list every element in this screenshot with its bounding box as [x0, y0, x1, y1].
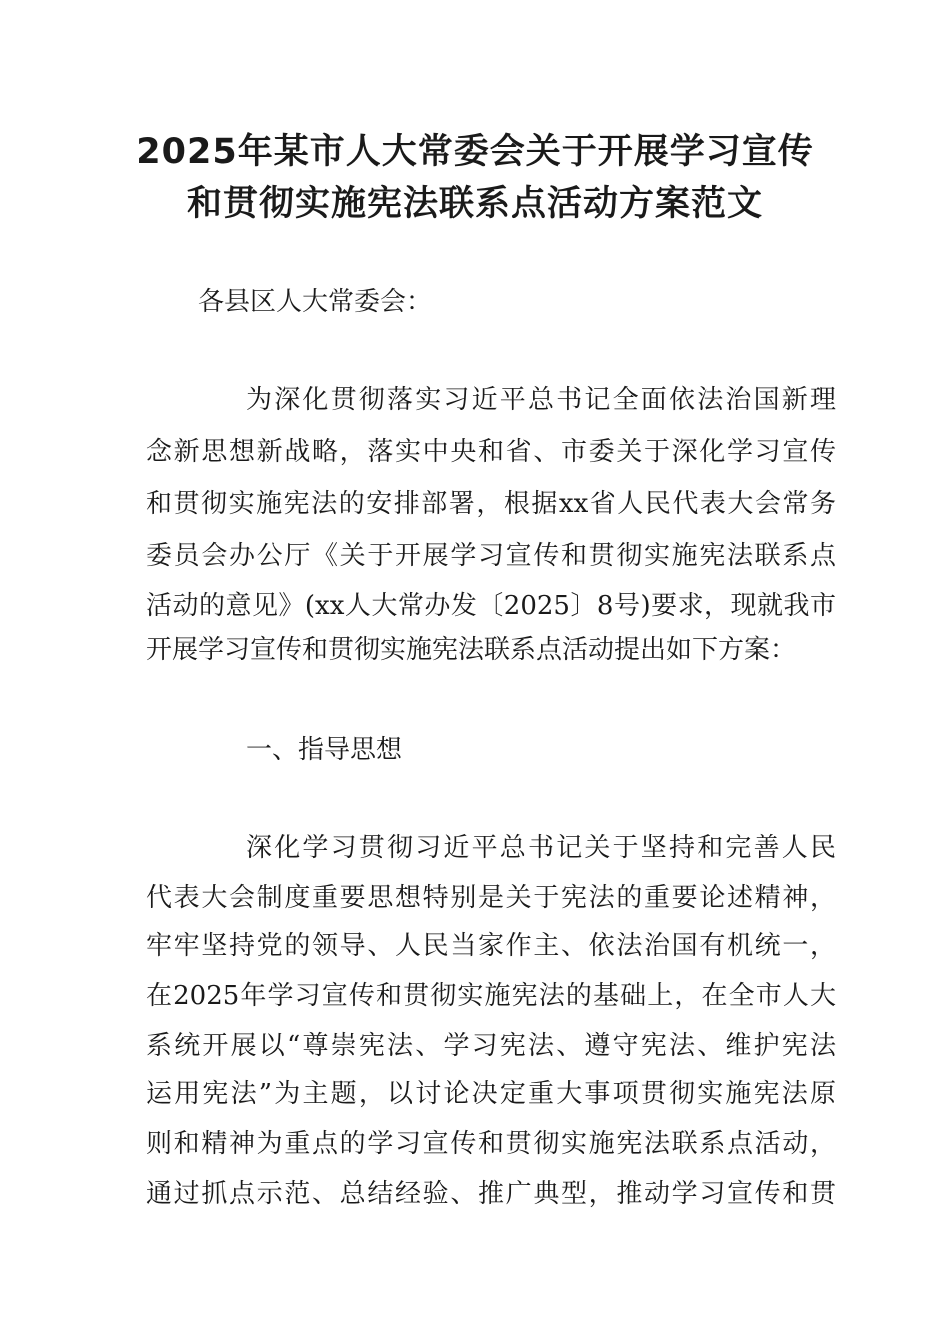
section-heading-1: 一、指导思想: [246, 735, 403, 765]
paragraph-line: 和贯彻实施宪法的安排部署，根据xx省人民代表大会常务: [146, 489, 836, 519]
paragraph-line: 深化学习贯彻习近平总书记关于坚持和完善人民: [246, 833, 836, 863]
paragraph-line: 为深化贯彻落实习近平总书记全面依法治国新理: [246, 385, 836, 415]
document-title-line-2: 和贯彻实施宪法联系点活动方案范文: [186, 184, 763, 224]
paragraph-line: 系统开展以“尊崇宪法、学习宪法、遵守宪法、维护宪法: [146, 1031, 836, 1061]
paragraph-line: 开展学习宣传和贯彻实施宪法联系点活动提出如下方案：: [146, 635, 797, 665]
paragraph-line: 代表大会制度重要思想特别是关于宪法的重要论述精神，: [146, 883, 836, 913]
paragraph-line: 委员会办公厅《关于开展学习宣传和贯彻实施宪法联系点: [146, 541, 836, 571]
salutation: 各县区人大常委会：: [198, 287, 433, 317]
paragraph-line: 运用宪法”为主题，以讨论决定重大事项贯彻实施宪法原: [146, 1079, 836, 1109]
paragraph-line: 念新思想新战略，落实中央和省、市委关于深化学习宣传: [146, 437, 836, 467]
paragraph-line: 牢牢坚持党的领导、人民当家作主、依法治国有机统一，: [146, 931, 836, 961]
paragraph-line: 在2025年学习宣传和贯彻实施宪法的基础上，在全市人大: [146, 981, 836, 1011]
paragraph-line: 活动的意见》(xx人大常办发〔2025〕8号)要求，现就我市: [146, 591, 836, 621]
paragraph-line: 通过抓点示范、总结经验、推广典型，推动学习宣传和贯: [146, 1179, 836, 1209]
document-title-line-1: 2025年某市人大常委会关于开展学习宣传: [136, 132, 814, 172]
paragraph-line: 则和精神为重点的学习宣传和贯彻实施宪法联系点活动，: [146, 1129, 836, 1159]
